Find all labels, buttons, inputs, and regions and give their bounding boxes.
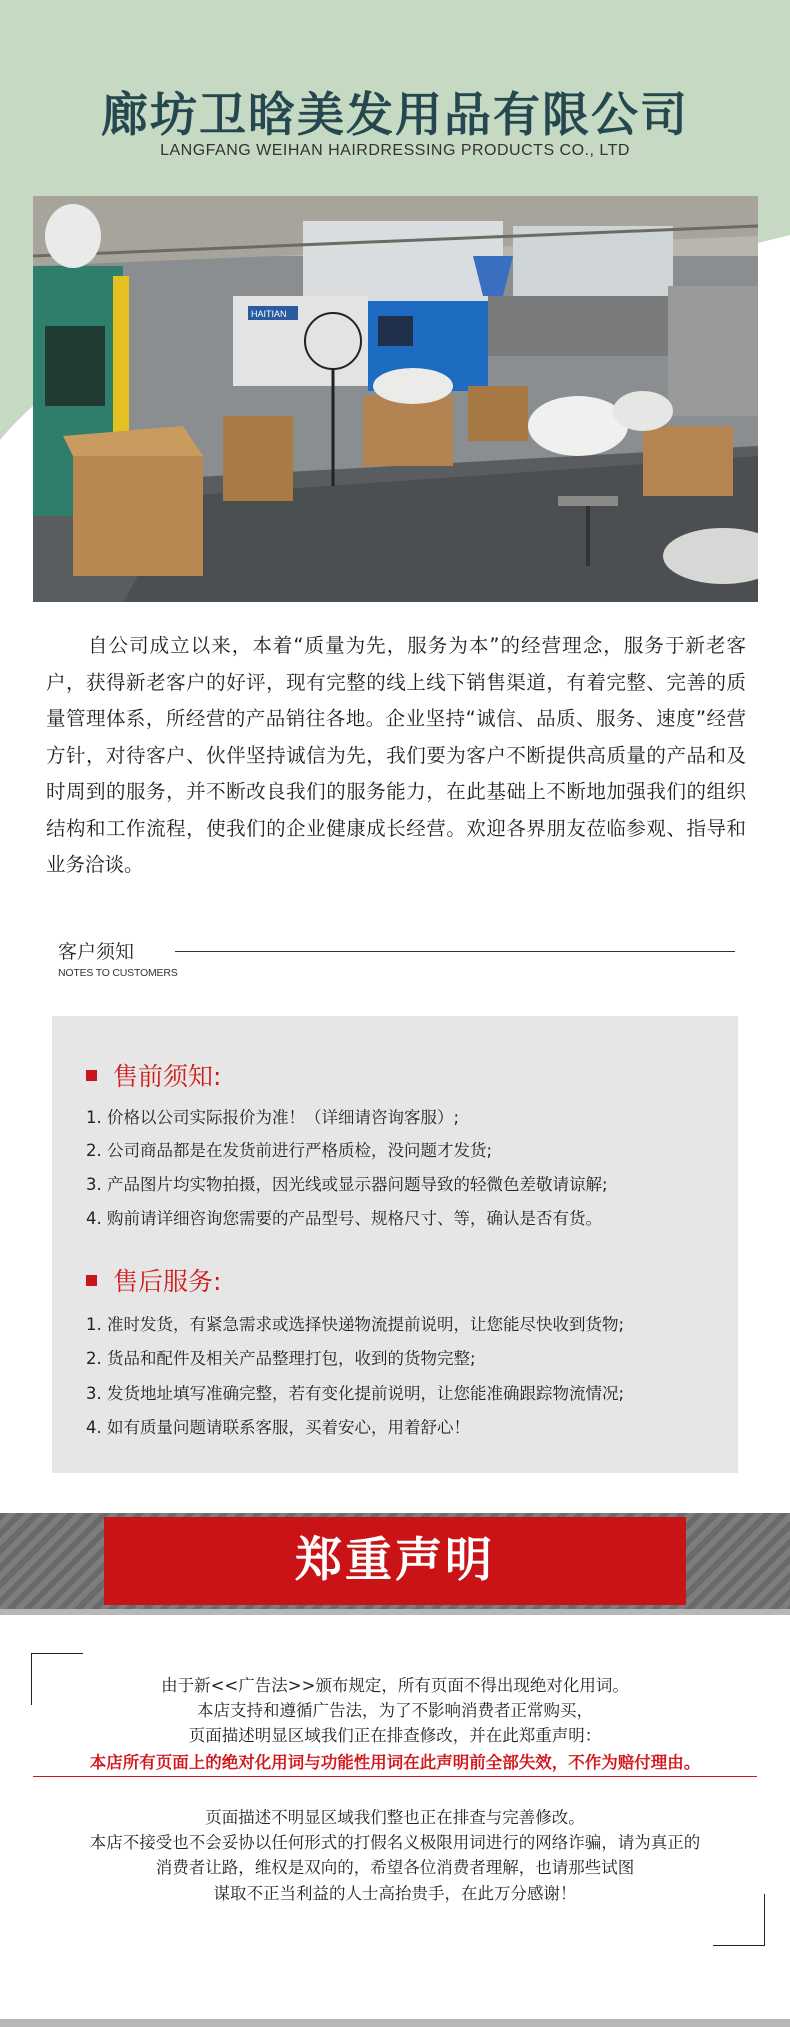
aftersale-item: 2. 货品和配件及相关产品整理打包，收到的货物完整; <box>86 1349 476 1368</box>
aftersale-heading <box>86 1262 221 1298</box>
square-bullet-icon <box>86 1070 97 1081</box>
square-bullet-icon <box>86 1275 97 1286</box>
notes-divider <box>175 951 735 952</box>
aftersale-heading-text: 售后服务: <box>113 1267 222 1296</box>
factory-photo <box>33 196 758 602</box>
presale-heading <box>86 1057 221 1093</box>
company-intro: 自公司成立以来，本着“质量为先，服务为本”的经营理念，服务于新老客户，获得新老客户的好评，现有完整的线上线下销售渠道，有着完整、完善的质量管理体系，所经营的产品销往各地。企业坚持“诚信、品质、服务、速度”经营方针，对待客户、伙伴坚持诚信为先，我们要为客户不断提供高质量的产品和及时周到的服务，并不断改良我们的服务能力，在此基础上不断地加强我们的组织结构和工作流程，使我们的企业健康成长经营。欢迎各界朋友莅临参观、指导和业务洽谈。 <box>46 634 746 876</box>
factory-illustration <box>33 196 758 602</box>
declaration-title: 郑重声明 <box>295 1533 495 1588</box>
aftersale-item: 3. 发货地址填写准确完整，若有变化提前说明，让您能准确跟踪物流情况; <box>86 1384 625 1403</box>
notes-title: 客户须知 <box>58 941 135 963</box>
declaration-line: 本店不接受也不会妥协以任何形式的打假名义极限用词进行的网络诈骗，请为真正的 <box>89 1833 701 1852</box>
presale-item: 1. 价格以公司实际报价为准！（详细请咨询客服）; <box>86 1108 460 1127</box>
bottom-divider <box>0 2019 790 2027</box>
presale-heading-text: 售前须知: <box>113 1062 222 1091</box>
machine-brand: HAITIAN <box>251 309 287 319</box>
declaration-emphasis: 本店所有页面上的绝对化用词与功能性用词在此声明前全部失效，不作为赔付理由。 <box>89 1753 701 1772</box>
aftersale-item: 1. 准时发货，有紧急需求或选择快递物流提前说明，让您能尽快收到货物; <box>86 1315 625 1334</box>
presale-item: 3. 产品图片均实物拍摄，因光线或显示器问题导致的轻微色差敬请谅解; <box>86 1175 608 1194</box>
declaration-line: 本店支持和遵循广告法，为了不影响消费者正常购买， <box>197 1701 593 1720</box>
presale-item: 4. 购前请详细咨询您需要的产品型号、规格尺寸、等，确认是否有货。 <box>86 1209 602 1228</box>
declaration-line: 页面描述不明显区域我们整也正在排查与完善修改。 <box>205 1808 585 1827</box>
declaration-line: 谋取不正当利益的人士高抬贵手，在此万分感谢！ <box>213 1884 577 1903</box>
declaration-line: 由于新<<广告法>>颁布规定，所有页面不得出现绝对化用词。 <box>161 1676 629 1695</box>
declaration-line: 消费者让路，维权是双向的，希望各位消费者理解，也请那些试图 <box>155 1858 635 1877</box>
company-name-en: LANGFANG WEIHAN HAIRDRESSING PRODUCTS CO., LTD <box>160 142 630 159</box>
declaration-underline <box>33 1776 757 1777</box>
aftersale-item: 4. 如有质量问题请联系客服，买着安心，用着舒心！ <box>86 1418 470 1437</box>
notes-subtitle: NOTES TO CUSTOMERS <box>58 967 178 979</box>
declaration-line: 页面描述明显区域我们正在排查修改，并在此郑重声明： <box>188 1726 602 1745</box>
company-name: 廊坊卫晗美发用品有限公司 <box>101 88 689 143</box>
presale-item: 2. 公司商品都是在发货前进行严格质检，没问题才发货; <box>86 1141 493 1160</box>
